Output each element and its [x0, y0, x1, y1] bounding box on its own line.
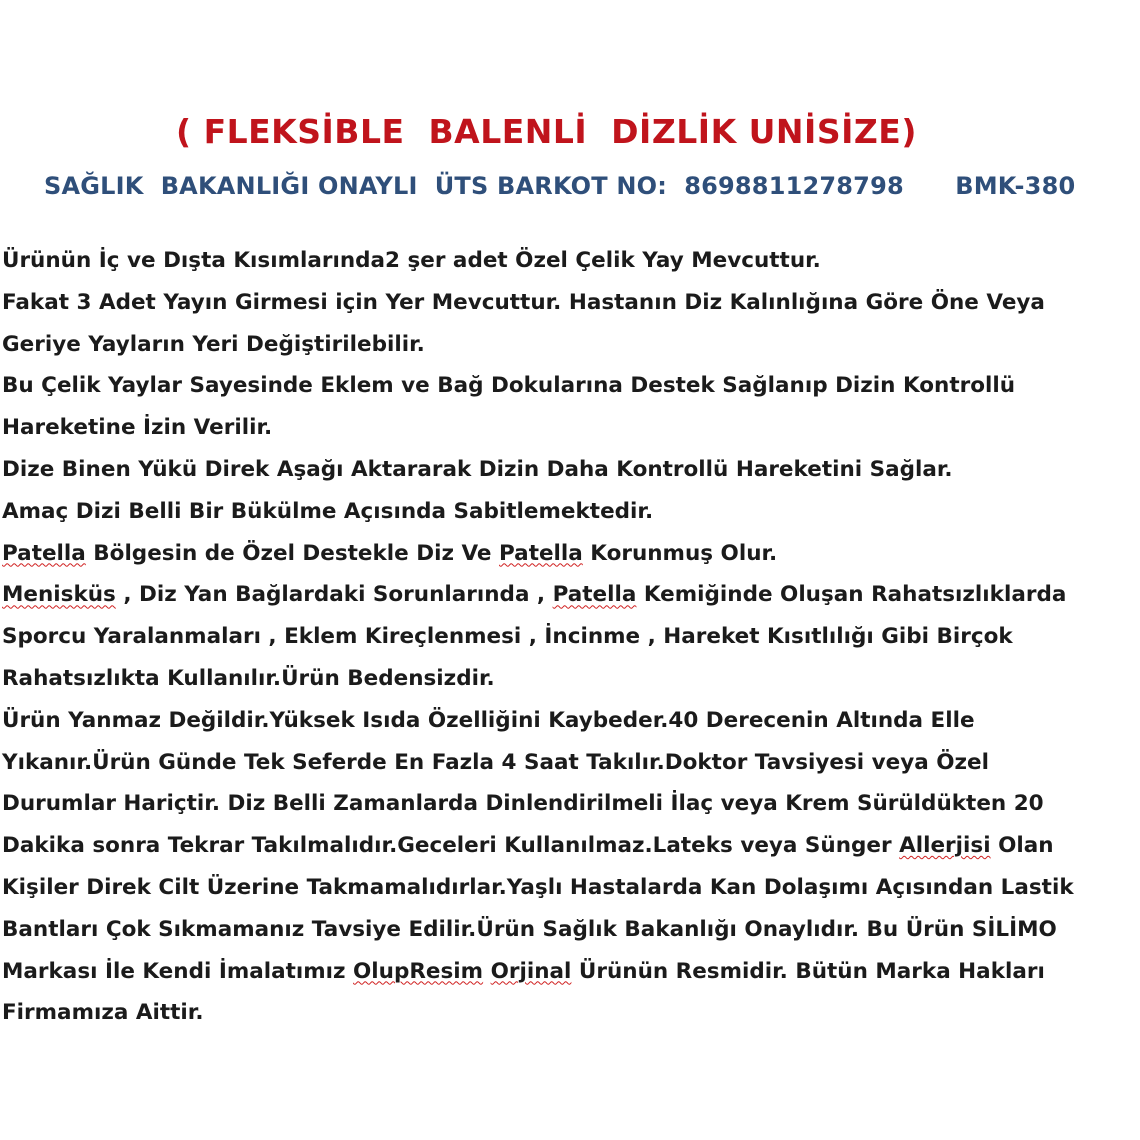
description-text: Dize Binen Yükü Direk Aşağı Aktararak Dizin Daha Kontrollü Hareketini Sağlar. — [2, 456, 953, 482]
description-line — [2, 369, 1138, 411]
description-text: Amaç Dizi Belli Bir Bükülme Açısında Sabitlemektedir. — [2, 498, 654, 524]
description-line — [2, 704, 1138, 746]
description-text: Rahatsızlıkta Kullanılır.Ürün Bedensizdir. — [2, 665, 495, 691]
description-text: Bantları Çok Sıkmamanız Tavsiye Edilir.Ürün Sağlık Bakanlığı Onaylıdır. Bu Ürün SİLİMO — [2, 916, 1057, 942]
description-text: Bu Çelik Yaylar Sayesinde Eklem ve Bağ Dokularına Destek Sağlanıp Dizin Kontrollü — [2, 373, 1016, 399]
description-text — [483, 959, 491, 984]
description-line — [2, 829, 1138, 871]
description-text: Fakat 3 Adet Yayın Girmesi için Yer Mevcuttur. Hastanın Diz Kalınlığına Göre Öne Veya — [2, 289, 1045, 315]
description-line — [2, 746, 1138, 788]
spellcheck-flagged-word: Allerjisi — [899, 833, 991, 859]
description-text: Geriye Yayların Yeri Değiştirilebilir. — [2, 331, 425, 357]
description-line — [2, 913, 1138, 955]
description-line — [2, 620, 1138, 662]
spellcheck-flagged-word: Patella — [499, 540, 583, 566]
spellcheck-flagged-word: Patella — [2, 540, 86, 566]
description-text: Yıkanır.Ürün Günde Tek Seferde En Fazla 4 Saat Takılır.Doktor Tavsiyesi veya Özel — [2, 749, 989, 775]
description-text: , Diz Yan Bağlardaki Sorunlarında , — [115, 582, 553, 608]
description-text: Bölgesin de Özel Destekle Diz Ve — [85, 540, 499, 566]
description-text: Korunmuş Olur. — [582, 540, 778, 566]
description-text: Markası İle Kendi İmalatımız — [2, 958, 354, 984]
description-line — [2, 453, 1138, 495]
description-line — [2, 662, 1138, 704]
spellcheck-flagged-word: Menisküs — [2, 582, 116, 608]
description-line — [2, 286, 1138, 328]
spellcheck-flagged-word: Orjinal — [490, 958, 572, 984]
description-line — [2, 411, 1138, 453]
description-line — [2, 871, 1138, 913]
description-line — [2, 787, 1138, 829]
description-text: Sporcu Yaralanmaları , Eklem Kireçlenmesi , İncinme , Hareket Kısıtlılığı Gibi Birçok — [2, 624, 1013, 650]
description-text: Durumlar Hariçtir. Diz Belli Zamanlarda Dinlendirilmeli İlaç veya Krem Sürüldükten 20 — [2, 791, 1044, 817]
approval-barcode-line: SAĞLIK BAKANLIĞI ONAYLI ÜTS BARKOT NO: 8698811278798 BMK-380 — [44, 172, 1076, 200]
description-text: Dakika sonra Tekrar Takılmalıdır.Geceleri Kullanılmaz.Lateks veya Sünger — [2, 833, 900, 859]
description-text: Ürünün İç ve Dışta Kısımlarında2 şer adet Özel Çelik Yay Mevcuttur. — [2, 248, 821, 273]
product-description — [2, 244, 1138, 1038]
description-text: Firmamıza Aittir. — [2, 1000, 204, 1026]
description-line — [2, 537, 1138, 579]
description-line — [2, 495, 1138, 537]
description-line — [2, 955, 1138, 997]
product-title: ( FLEKSİBLE BALENLİ DİZLİK UNİSİZE) — [176, 112, 917, 151]
description-line — [2, 328, 1138, 370]
description-text: Kemiğinde Oluşan Rahatsızlıklarda — [636, 582, 1067, 608]
description-text: Olan — [990, 833, 1054, 859]
description-text: Hareketine İzin Verilir. — [2, 415, 273, 441]
description-text: Ürün Yanmaz Değildir.Yüksek Isıda Özelliğini Kaybeder.40 Derecenin Altında Elle — [2, 707, 975, 733]
description-line — [2, 578, 1138, 620]
description-line — [2, 996, 1138, 1038]
spellcheck-flagged-word: Patella — [552, 582, 637, 608]
spellcheck-flagged-word: OlupResim — [353, 958, 484, 984]
description-text: Ürünün Resmidir. Bütün Marka Hakları — [571, 958, 1045, 984]
description-text: Kişiler Direk Cilt Üzerine Takmamalıdırlar.Yaşlı Hastalarda Kan Dolaşımı Açısından Lastik — [2, 874, 1074, 900]
description-line — [2, 244, 1138, 286]
